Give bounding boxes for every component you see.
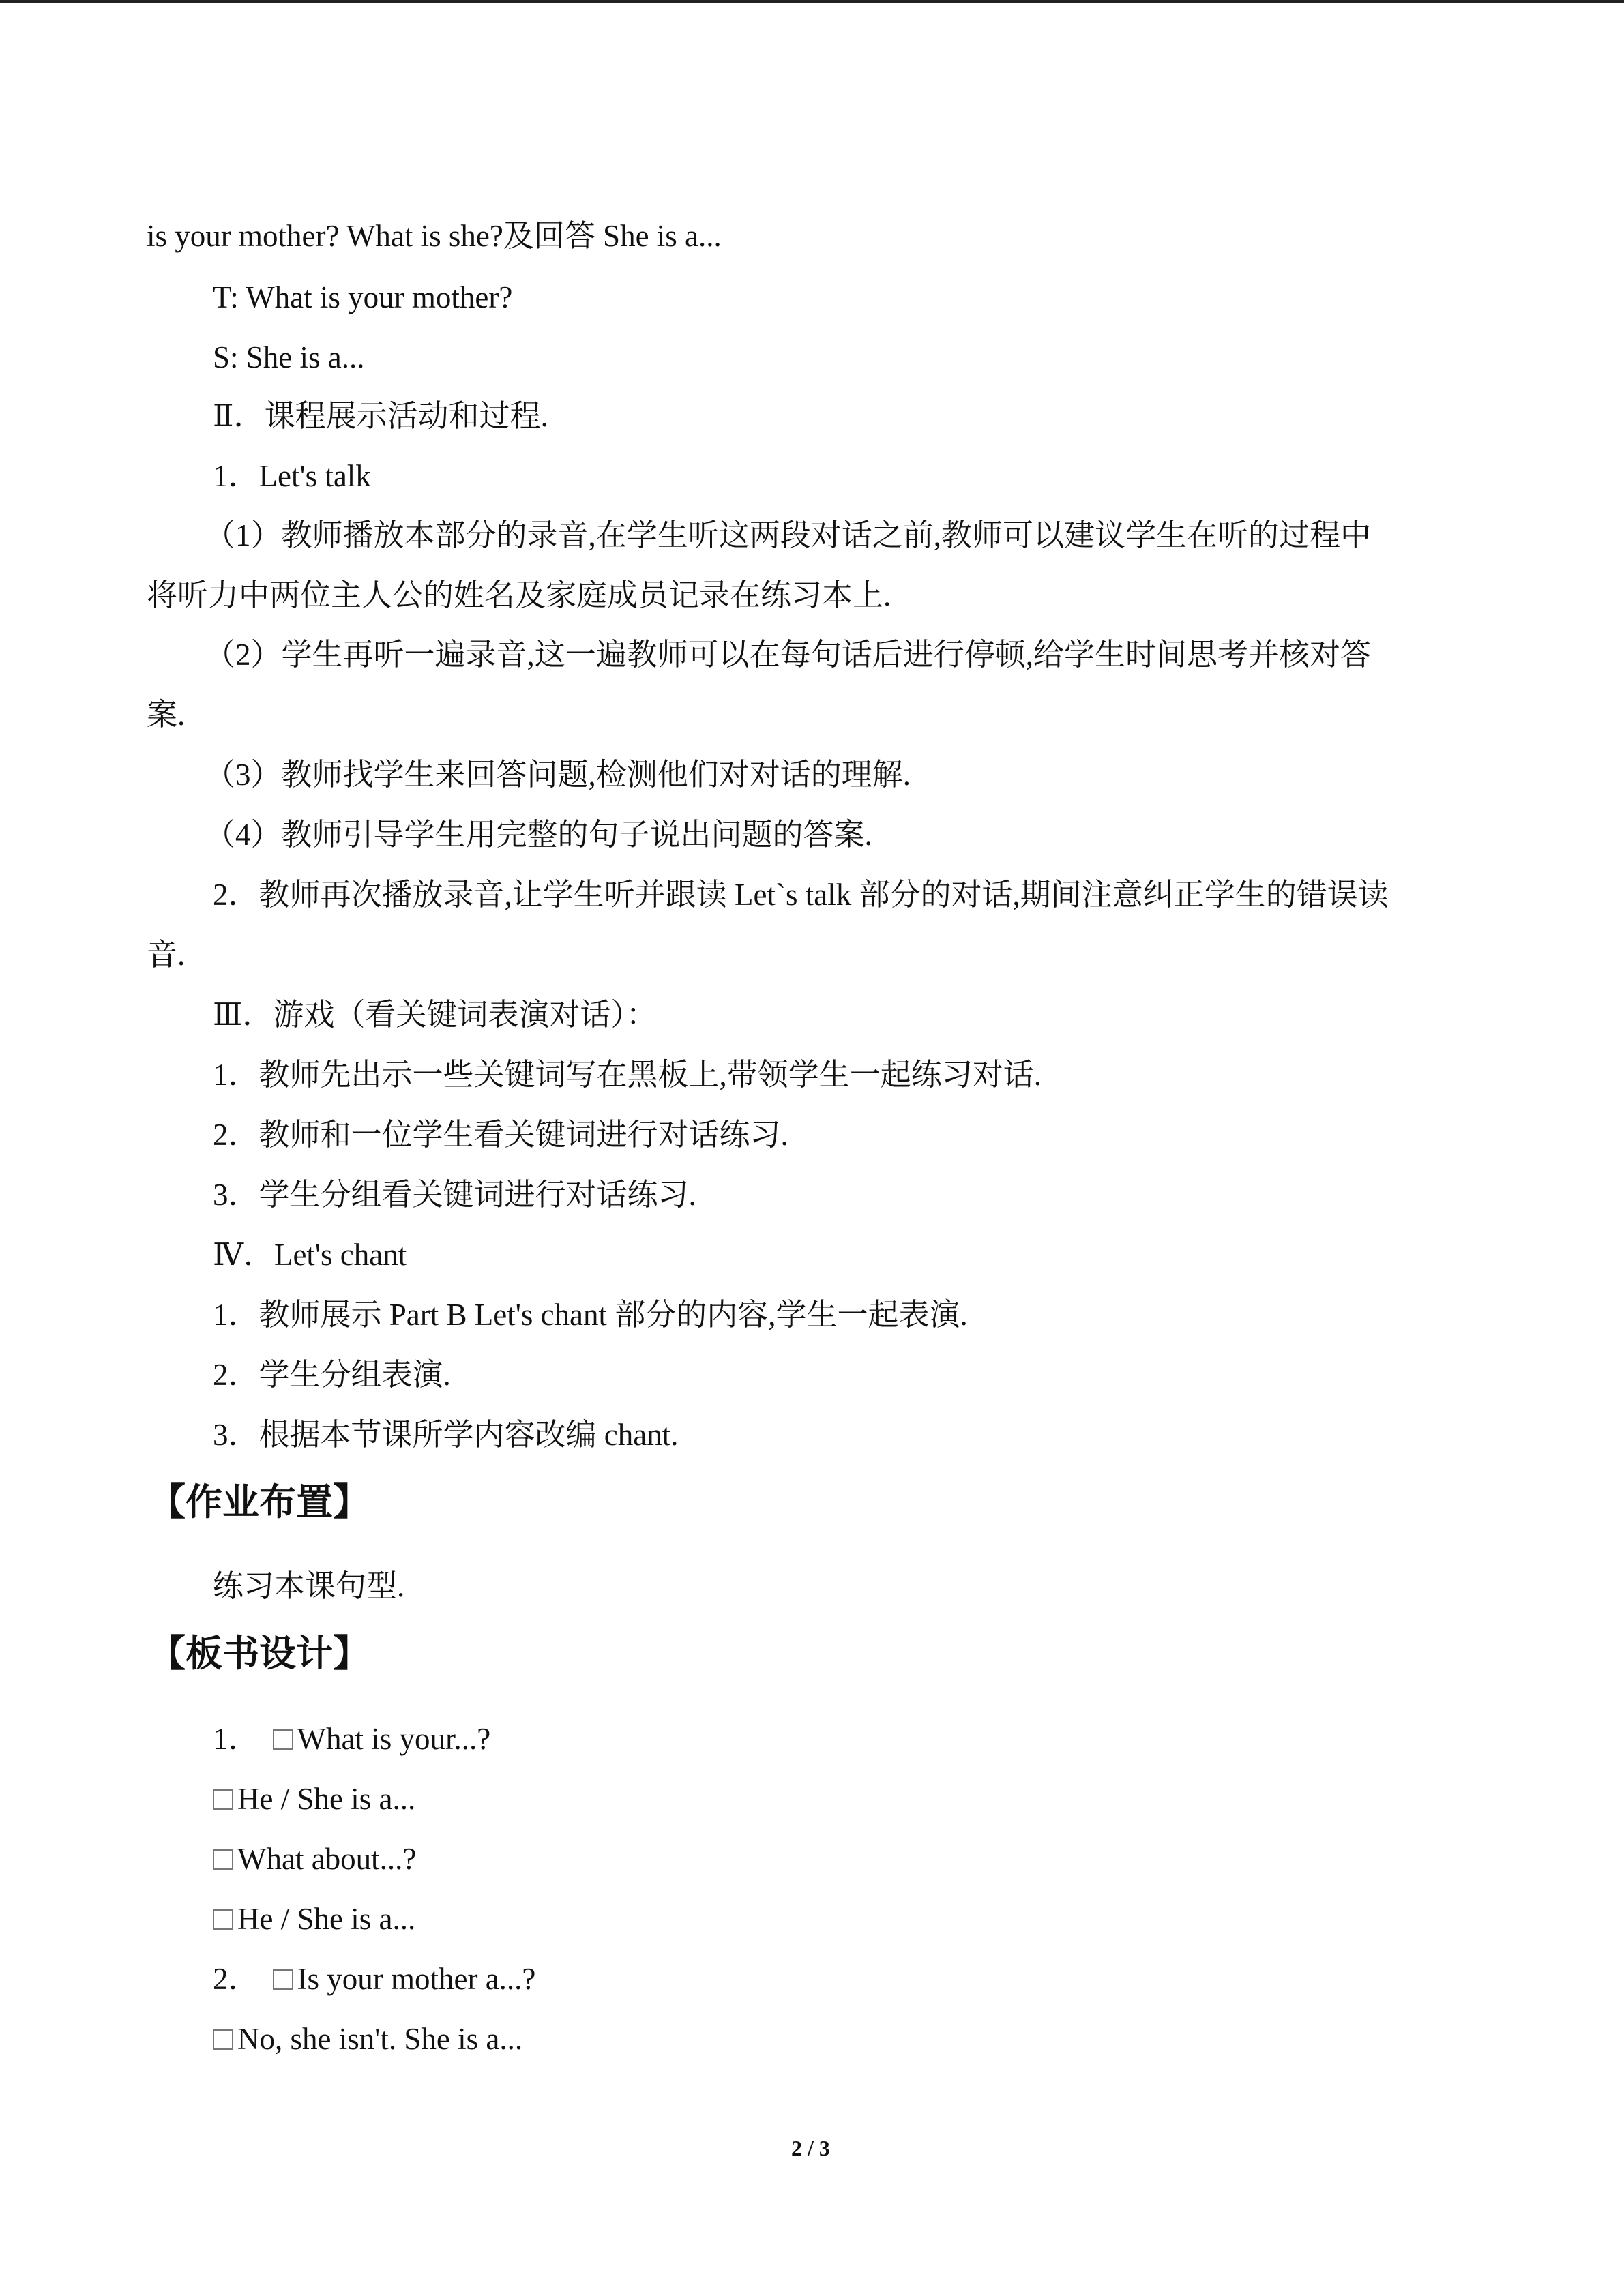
body-paragraph: 案. xyxy=(147,698,186,732)
board-line xyxy=(213,2018,522,2059)
board-item-number: 2． xyxy=(213,1962,259,1996)
board-item-number: 1． xyxy=(213,1722,259,1756)
board-line-text: What is your...? xyxy=(297,1722,491,1756)
board-line xyxy=(213,1718,490,1759)
board-line xyxy=(213,1898,415,1939)
body-paragraph: （4）教师引导学生用完整的句子说出问题的答案. xyxy=(205,818,872,852)
checkbox-square-icon xyxy=(213,1849,233,1870)
body-paragraph: 1．教师先出示一些关键词写在黑板上,带领学生一起练习对话. xyxy=(213,1058,1042,1092)
page-top-border xyxy=(0,0,1624,3)
board-line xyxy=(213,1778,415,1819)
body-paragraph: 2．学生分组表演. xyxy=(213,1358,451,1392)
board-line-text: He / She is a... xyxy=(237,1902,416,1936)
checkbox-square-icon xyxy=(213,1789,233,1810)
body-paragraph: 2．教师和一位学生看关键词进行对话练习. xyxy=(213,1118,788,1152)
body-paragraph: 1．Let's talk xyxy=(213,459,371,493)
body-paragraph: 将听力中两位主人公的姓名及家庭成员记录在练习本上. xyxy=(147,578,891,612)
body-paragraph: 3．根据本节课所学内容改编 chant. xyxy=(213,1418,679,1452)
board-line-text: No, she isn't. She is a... xyxy=(237,2022,523,2056)
section-heading-4: Ⅳ．Let's chant xyxy=(213,1238,407,1272)
board-line-text: He / She is a... xyxy=(237,1782,416,1816)
body-paragraph: （3）教师找学生来回答问题,检测他们对对话的理解. xyxy=(205,758,911,792)
board-line xyxy=(213,1958,535,1999)
page-number: 2 / 3 xyxy=(791,2136,830,2160)
body-paragraph: T: What is your mother? xyxy=(213,280,513,314)
board-line xyxy=(213,1838,416,1879)
body-paragraph: （2）学生再听一遍录音,这一遍教师可以在每句话后进行停顿,给学生时间思考并核对答 xyxy=(205,638,1372,672)
section-heading-3: Ⅲ．游戏（看关键词表演对话）： xyxy=(213,998,657,1032)
homework-text: 练习本课句型. xyxy=(213,1569,405,1603)
body-paragraph: is your mother? What is she?及回答 She is a... xyxy=(147,219,722,253)
section-heading-2: Ⅱ．课程展示活动和过程. xyxy=(213,399,548,433)
body-paragraph: 2．教师再次播放录音,让学生听并跟读 Let`s talk 部分的对话,期间注意纠正学生的错误读 xyxy=(213,878,1389,912)
body-paragraph: 1．教师展示 Part B Let's chant 部分的内容,学生一起表演. xyxy=(213,1298,968,1332)
body-paragraph: S: She is a... xyxy=(213,340,365,374)
board-line-text: Is your mother a...? xyxy=(297,1962,536,1996)
checkbox-square-icon xyxy=(213,1909,233,1930)
homework-heading: 【作业布置】 xyxy=(149,1480,370,1523)
body-paragraph: （1）教师播放本部分的录音,在学生听这两段对话之前,教师可以建议学生在听的过程中 xyxy=(205,518,1372,552)
board-line-text: What about...? xyxy=(237,1842,417,1876)
checkbox-square-icon xyxy=(213,2029,233,2050)
body-paragraph: 3．学生分组看关键词进行对话练习. xyxy=(213,1178,696,1212)
checkbox-square-icon xyxy=(273,1729,293,1750)
body-paragraph: 音. xyxy=(147,938,186,972)
checkbox-square-icon xyxy=(273,1969,293,1990)
board-design-heading: 【板书设计】 xyxy=(149,1632,370,1675)
